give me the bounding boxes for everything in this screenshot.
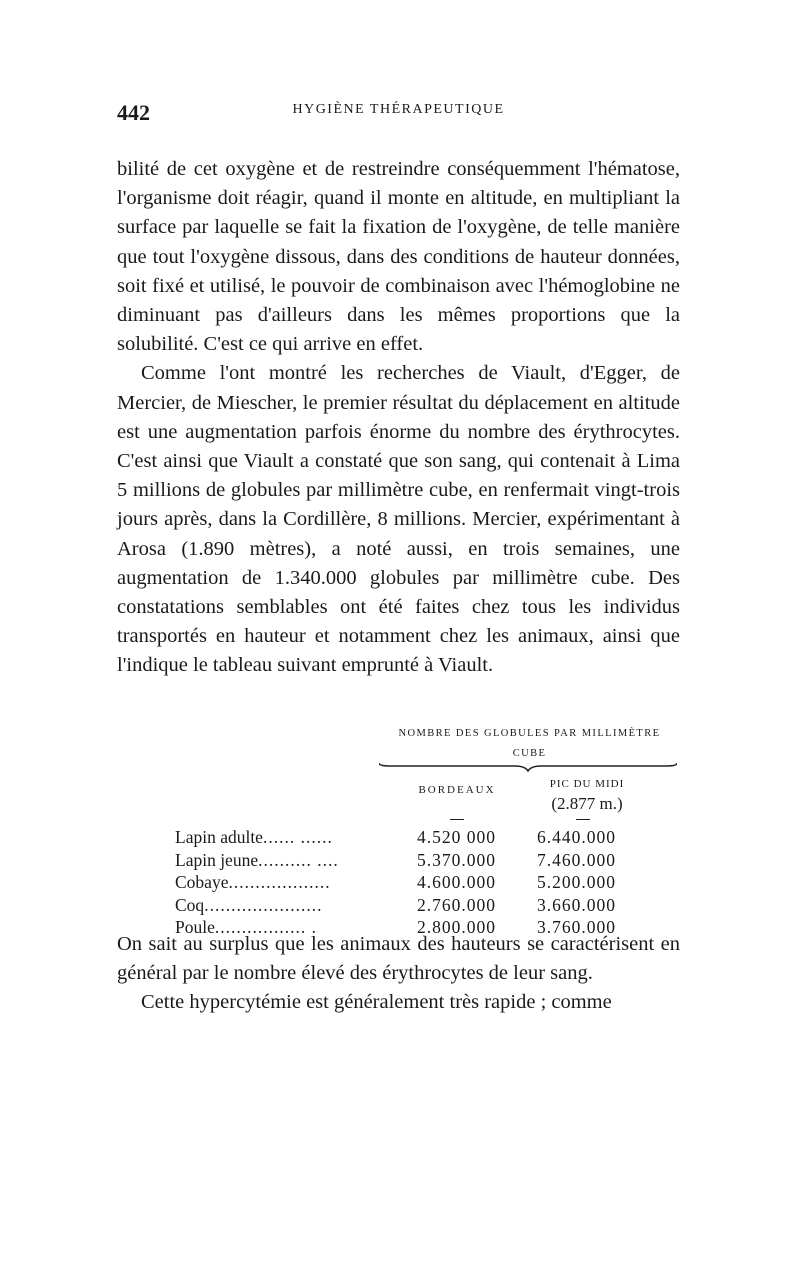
row-value-pic: 7.460.000: [537, 849, 616, 870]
row-value-bordeaux: 4.520 000: [417, 827, 496, 847]
row-leader: ...................: [228, 872, 331, 893]
table-caption: NOMBRE DES GLOBULES PAR MILLIMÈTRE CUBE: [398, 728, 661, 759]
row-value-bordeaux: 4.600.000: [417, 872, 496, 893]
table-row: [117, 850, 680, 873]
row-value-pic: 3.760.000: [537, 917, 616, 938]
table-brace: [379, 760, 677, 774]
table-row: [117, 895, 680, 918]
paragraph-4: Cette hypercytémie est généralement très rapide ; comme: [141, 991, 612, 1014]
table-rows: [117, 817, 680, 938]
column-header-pic-du-midi: [527, 774, 647, 814]
row-label: Poule: [175, 917, 215, 938]
page-number: 442: [117, 100, 150, 125]
table-row: [117, 872, 680, 895]
row-value-bordeaux: 2.760.000: [417, 894, 496, 915]
row-value-bordeaux: 2.800.000: [417, 917, 496, 938]
paragraph-3: On sait au surplus que les animaux des hauteurs se caractérisent en général par le nombre élevé des érythrocytes de leur sang.: [117, 933, 680, 985]
column-header-bordeaux: BORDEAUX: [418, 784, 496, 796]
row-leader: .......... ....: [258, 849, 339, 870]
column-header-pic-title: PIC DU MIDI: [549, 778, 625, 790]
body-text-before: [117, 155, 680, 681]
row-label: Coq: [175, 894, 205, 915]
body-text-after: [117, 930, 680, 1018]
page-header: [117, 100, 680, 130]
column-header-altitude: (2.877 m.): [551, 794, 623, 813]
row-value-bordeaux: 5.370.000: [417, 849, 496, 870]
row-label: Lapin adulte: [175, 827, 263, 847]
paragraph-2: Comme l'ont montré les recherches de Viault, d'Egger, de Mercier, de Miescher, le premier résultat du déplacement en altitude est une augmentation parfois énorme du nombre des érythrocytes. C'est ainsi que Viault a constaté que son sang, qui contenait à Lima 5 millions de globules par millimètre cube, en renfermait vingt-trois jours après, dans la Cordillère, 8 millions. Mercier, expérimentant à Arosa (1.890 mètres), a noté aussi, en trois semaines, une augmentation de 1.340.000 globules par millimètre cube. Des constatations semblables ont été faites chez tous les individus transportés en hauteur et notamment chez les animaux, ainsi que l'indique le tableau suivant emprunté à Viault.: [117, 362, 680, 677]
row-leader: ...... ......: [262, 827, 333, 847]
row-label: Lapin jeune: [175, 849, 259, 870]
row-value-pic: 5.200.000: [537, 872, 616, 893]
row-label: Cobaye: [175, 872, 229, 893]
paragraph-1: bilité de cet oxygène et de restreindre conséquemment l'hématose, l'organisme doit réagir, quand il monte en altitude, en multipliant la surface par laquelle se fait la fixation de l'oxygène, de telle manière que tout l'oxygène dissous, dans des conditions de hauteur données, soit fixé et utilisé, le pouvoir de combinaison avec l'hémoglobine ne diminuant pas d'ailleurs dans les mêmes proportions que la solubilité. C'est ce qui arrive en effet.: [117, 158, 680, 356]
row-value-pic: 3.660.000: [537, 894, 616, 915]
running-title: HYGIÈNE THÉRAPEUTIQUE: [292, 102, 505, 117]
row-leader: ................. .: [214, 917, 317, 938]
table-row: [117, 827, 680, 850]
row-value-pic: 6.440.000: [537, 827, 616, 847]
row-leader: ......................: [204, 894, 323, 915]
